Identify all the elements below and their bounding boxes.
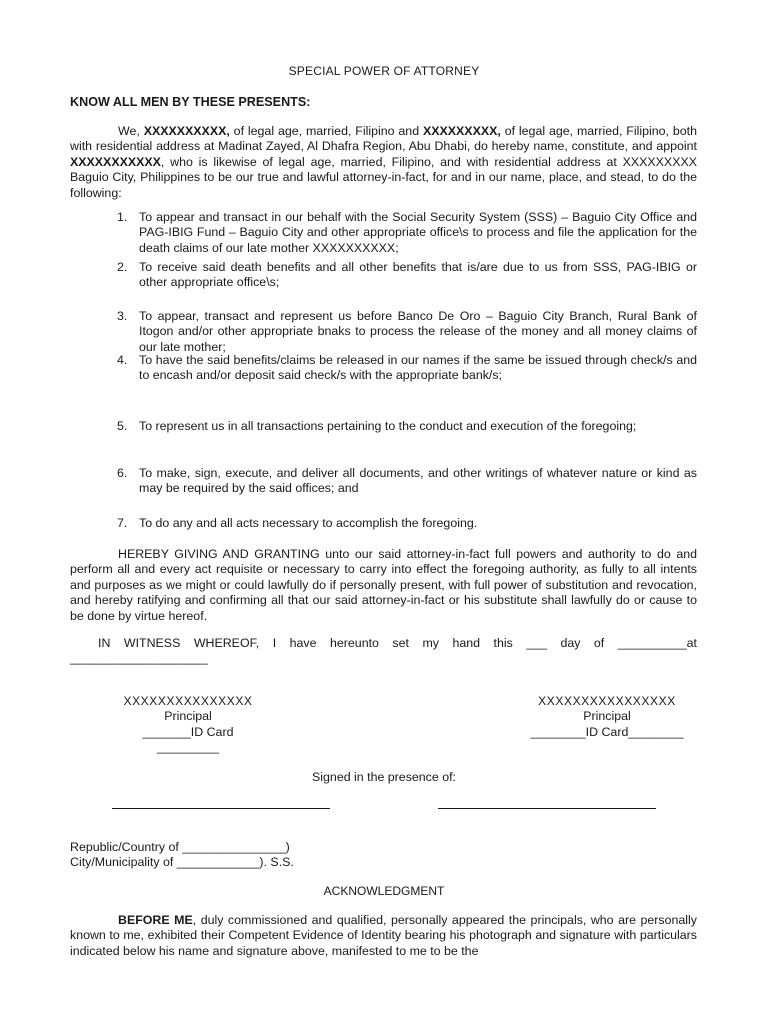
hereby-text: HEREBY GIVING AND GRANTING unto our said attorney-in-fact full powers and authority to do and perform all and every act requisite or necessary to carry into effect the foregoing authority, as fully to all intents and purposes as we might or could lawfully do if personally present, with full power of substitution and revocation, and hereby ratifying and confirming all that our said attorney-in-fact or his substitute shall lawfully do or cause to be done by virtue hereof. [70, 547, 697, 623]
intro-paragraph [70, 124, 697, 201]
signatory-role: Principal [164, 709, 212, 724]
item-text: To do any and all acts necessary to accomplish the foregoing. [139, 516, 478, 530]
item-number: 7. [117, 516, 128, 530]
item-text: To appear, transact and represent us before Banco De Oro – Baguio City Branch, Rural Bank of Itogon and/or other appropriate bnaks to process the release of the money and all money claims of our late mother; [139, 309, 697, 354]
item-number: 5. [117, 419, 128, 433]
know-all-heading: KNOW ALL MEN BY THESE PRESENTS: [70, 95, 311, 109]
item-text: To receive said death benefits and all other benefits that is/are due to us from SSS, PAG-IBIG or other appropriate office\s; [139, 260, 697, 290]
signatory-name: XXXXXXXXXXXXXXXX [538, 694, 676, 708]
signatory-role: Principal [583, 709, 631, 724]
item-text: To have the said benefits/claims be released in our names if the same be issued through check/s and to encash and/or deposit said check/s with the appropriate bank/s; [139, 353, 697, 383]
jurisdiction-country: Republic/Country of _______________) [70, 840, 290, 854]
principal-name-2: XXXXXXXXX, [422, 124, 501, 138]
intro-we: We, [118, 124, 144, 138]
signatory-id-line: _______ID Card _________ [142, 724, 234, 755]
witness-signature-line-left [112, 808, 330, 809]
intro-text-2: of legal age, married, Filipino, both with residential address at Madinat Zayed, Al Dhafra Region, Abu Dhabi, do hereby name, constitute, and appoint [70, 124, 697, 154]
item-number: 1. [117, 210, 128, 224]
jurisdiction-city: City/Municipality of ____________). S.S. [70, 855, 294, 870]
intro-text-3: , who is likewise of legal age, married, Filipino, and with residential address at XXXXXXXXX Baguio City, Philippines to be our true and lawful attorney-in-fact, for and in our name, place, and stead, to do the following: [70, 154, 697, 200]
presence-label: Signed in the presence of: [312, 770, 456, 784]
signatory-left [115, 694, 261, 756]
item-number: 2. [117, 260, 128, 274]
before-me-paragraph [70, 913, 697, 959]
item-number: 4. [117, 353, 128, 367]
principal-name-1: XXXXXXXXXX, [143, 124, 230, 138]
signatory-name: XXXXXXXXXXXXXXX [123, 694, 253, 708]
item-number: 3. [117, 309, 128, 323]
document-title: SPECIAL POWER OF ATTORNEY [288, 64, 480, 78]
witness-text: IN WITNESS WHEREOF, I have hereunto set my hand this ___ day of __________at [98, 636, 697, 650]
signatory-right [523, 694, 691, 740]
witness-paragraph [70, 636, 697, 651]
witness-blank: ____________________ [70, 651, 208, 665]
attorney-name: XXXXXXXXXXX [70, 154, 161, 169]
jurisdiction-block [70, 840, 294, 871]
hereby-paragraph [70, 547, 697, 624]
intro-text-1: of legal age, married, Filipino and [229, 124, 423, 138]
witness-signature-line-right [438, 808, 656, 809]
item-number: 6. [117, 466, 128, 480]
acknowledgment-heading: ACKNOWLEDGMENT [323, 884, 445, 898]
signatory-id-line: ________ID Card________ [530, 724, 684, 739]
item-text: To represent us in all transactions pertaining to the conduct and execution of the foregoing; [139, 419, 637, 433]
item-text: To make, sign, execute, and deliver all documents, and other writings of whatever nature or kind as may be required by the said offices; and [139, 466, 697, 496]
before-me-lead: BEFORE ME [118, 913, 193, 927]
item-text: To appear and transact in our behalf with the Social Security System (SSS) – Baguio City Office and PAG-IBIG Fund – Baguio City and other appropriate office\s to process and file the application for the death claims of our late mother XXXXXXXXXX; [139, 210, 697, 255]
before-me-text: , duly commissioned and qualified, personally appeared the principals, who are personally known to me, exhibited their Competent Evidence of Identity bearing his photograph and signature with particulars indicated below his name and signature above, manifested to me to be the [70, 913, 697, 958]
